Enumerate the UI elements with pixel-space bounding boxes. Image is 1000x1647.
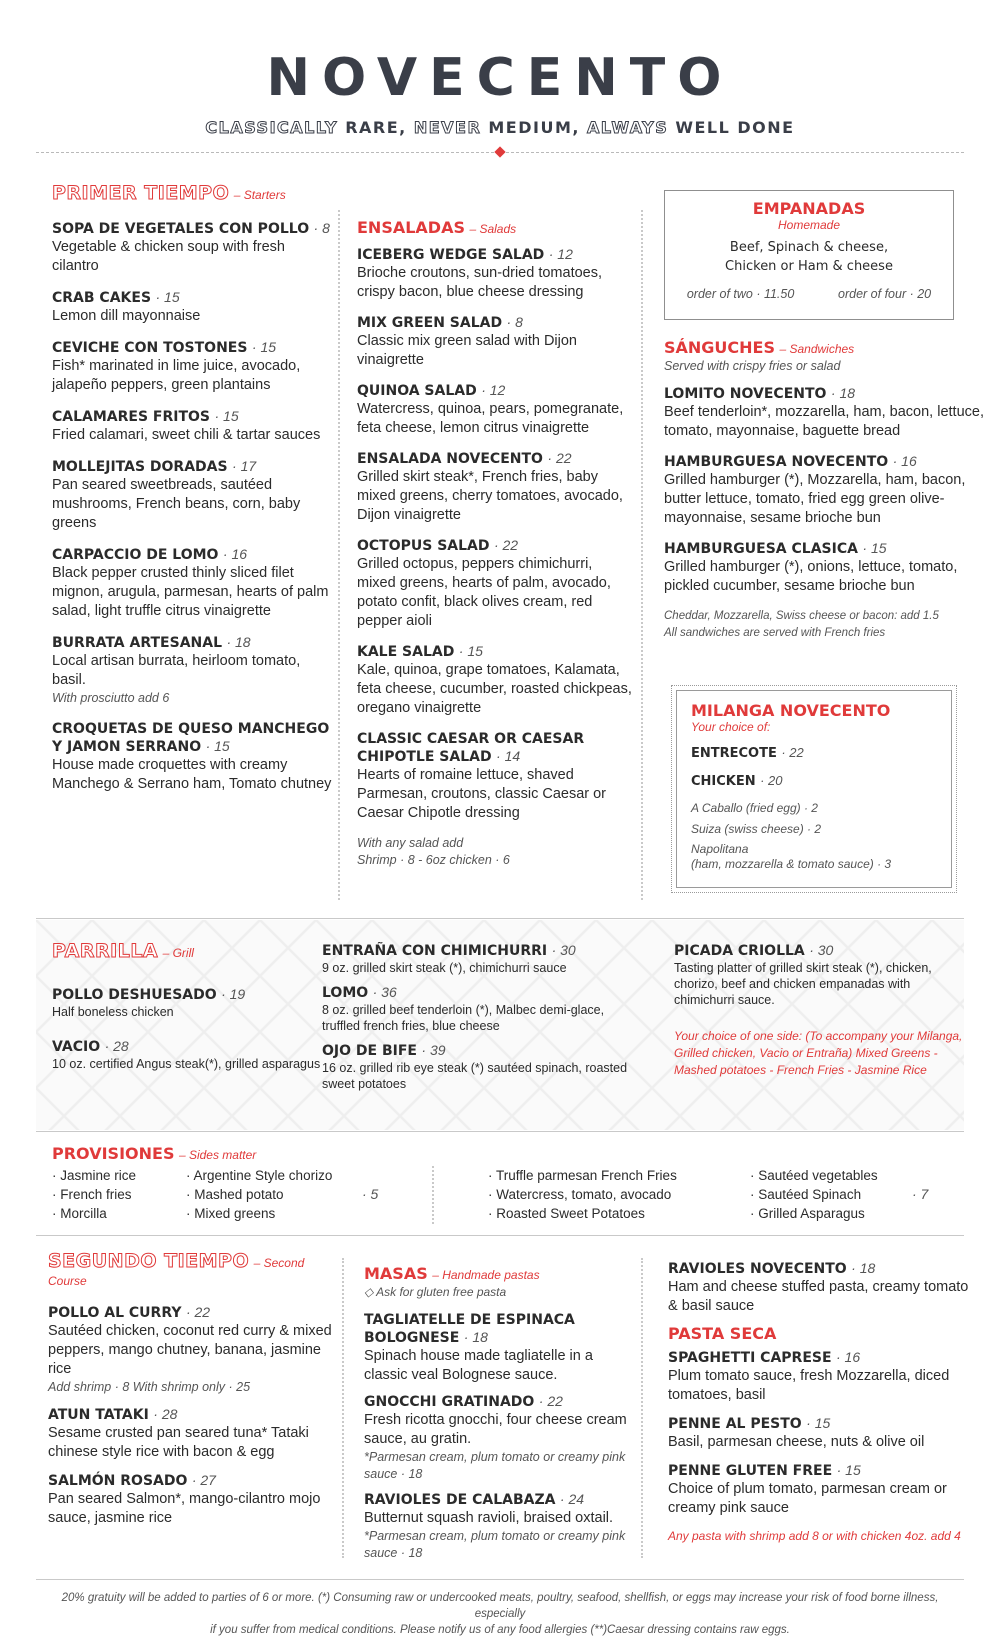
menu-item: [668, 1415, 978, 1452]
menu-item-header: [357, 730, 633, 766]
sides-col4: [750, 1166, 900, 1223]
menu-item-header: [664, 453, 984, 471]
ravioles-item: RAVIOLES NOVECENTO · 18 Ham and cheese stuffed pasta, creamy tomato & basil sauce: [668, 1260, 969, 1314]
menu-item: [52, 634, 332, 707]
menu-item-description: Pan seared sweetbreads, sautéed mushrooms, French beans, corn, baby greens: [52, 477, 301, 531]
side-item: · Sautéed Spinach: [750, 1187, 862, 1202]
pasta-seca-title: PASTA SECA: [668, 1324, 777, 1343]
parrilla-right: [674, 942, 964, 1079]
menu-item: [322, 984, 632, 1034]
menu-item: [364, 1311, 639, 1385]
menu-item-description: Fish* marinated in lime juice, avocado, jalapeño peppers, green plantains: [52, 358, 301, 393]
menu-item-header: [668, 1415, 978, 1433]
menu-item-description: Kale, quinoa, grape tomatoes, Kalamata, feta cheese, cucumber, roasted chickpeas, oregano vinaigrette: [357, 662, 632, 716]
menu-item-price: · 19: [221, 986, 246, 1002]
empanadas-title: EMPANADAS: [752, 199, 866, 218]
menu-item-name: SALMÓN ROSADO: [48, 1473, 188, 1489]
menu-item: [52, 546, 332, 621]
menu-item-name: SPAGHETTI CAPRESE: [668, 1350, 832, 1366]
salad-addon-label: With any salad add: [357, 836, 464, 850]
menu-item-price: · 15: [251, 339, 277, 355]
milanga-chicken: CHICKEN · 20: [691, 773, 783, 789]
menu-item-name: CEVICHE CON TOSTONES: [52, 340, 248, 356]
tagline: CLASSICALLY RARE, NEVER MEDIUM, ALWAYS WELL DONE: [205, 118, 795, 137]
provisiones-subtitle: – Sides matter: [178, 1148, 257, 1162]
sanguches-title: SÁNGUCHES: [664, 338, 776, 357]
menu-item-header: [357, 537, 633, 555]
sides-price-b: · 7: [912, 1186, 929, 1202]
menu-item-price: · 15: [862, 540, 887, 556]
menu-item: [52, 220, 332, 276]
menu-item-header: [322, 942, 632, 960]
divider: [36, 918, 964, 919]
diamond-ornament: [494, 146, 505, 157]
menu-item: [52, 986, 322, 1020]
pasta-addon-note: Any pasta with shrimp add 8 or with chicken 4oz. add 4: [668, 1529, 961, 1543]
ensaladas-section: [357, 218, 633, 869]
menu-item-price: · 16: [892, 453, 917, 469]
menu-item-name: BURRATA ARTESANAL: [52, 635, 223, 651]
menu-item-header: [52, 408, 332, 426]
menu-item-description: Sautéed chicken, coconut red curry & mixed peppers, mango chutney, banana, jasmine rice: [48, 1323, 332, 1377]
menu-item-price: · 15: [205, 738, 230, 754]
menu-item-description: Basil, parmesan cheese, nuts & olive oil: [668, 1434, 925, 1450]
menu-item-name: POLLO DESHUESADO: [52, 987, 217, 1003]
menu-item-name: ENTRAÑA CON CHIMICHURRI: [322, 943, 548, 959]
menu-item-name: CLASSIC CAESAR OR CAESAR CHIPOTLE SALAD: [357, 731, 585, 765]
menu-item-name: CALAMARES FRITOS: [52, 409, 211, 425]
milanga-opt2: Suiza (swiss cheese) · 2: [691, 822, 822, 836]
menu-item-description: Grilled hamburger (*), Mozzarella, ham, bacon, butter lettuce, tomato, fried egg green olive-mayonnaise, sesame brioche bun: [664, 472, 966, 526]
masas-list: [364, 1311, 639, 1562]
menu-item-price: · 15: [214, 408, 239, 424]
menu-item-header: [364, 1393, 639, 1411]
salad-addon-prices: Shrimp · 8 - 6oz chicken · 6: [357, 853, 510, 867]
menu-item-header: [48, 1406, 338, 1424]
menu-item-name: LOMITO NOVECENTO: [664, 386, 827, 402]
menu-item-header: [664, 540, 984, 558]
menu-item-price: · 39: [421, 1042, 446, 1058]
side-item: · French fries: [52, 1187, 132, 1202]
parrilla-subtitle: – Grill: [162, 946, 194, 960]
menu-item-header: [322, 984, 632, 1002]
menu-item-header: [357, 643, 633, 661]
column-divider: [342, 1258, 344, 1558]
menu-item-name: QUINOA SALAD: [357, 383, 477, 399]
menu-item-name: CRAB CAKES: [52, 290, 152, 306]
sanguches-note2: All sandwiches are served with French fries: [664, 627, 886, 639]
menu-item: [364, 1491, 639, 1562]
masas-subtitle: – Handmade pastas: [432, 1268, 540, 1282]
menu-item-description: 9 oz. grilled skirt steak (*), chimichurri sauce: [322, 961, 567, 975]
primer-list: [52, 220, 332, 794]
ensaladas-list: [357, 246, 633, 823]
side-item: · Watercress, tomato, avocado: [488, 1187, 672, 1202]
milanga-opt1: A Caballo (fried egg) · 2: [691, 801, 818, 815]
menu-item-header: [52, 720, 332, 756]
milanga-entrecote: ENTRECOTE · 22: [691, 745, 804, 761]
menu-item-price: · 30: [551, 942, 576, 958]
menu-item: [357, 314, 633, 370]
menu-item-name: HAMBURGUESA CLASICA: [664, 541, 858, 557]
menu-item: [52, 1038, 322, 1072]
ensaladas-title: ENSALADAS: [357, 218, 465, 237]
menu-item-description: 8 oz. grilled beef tenderloin (*), Malbec demi-glace, truffled french fries, blue cheese: [322, 1003, 605, 1033]
menu-item: [52, 720, 332, 794]
menu-item-price: · 17: [232, 458, 257, 474]
empanadas-four: order of four · 20: [838, 287, 932, 301]
milanga-box: [676, 690, 952, 888]
menu-item-description: Fried calamari, sweet chili & tartar sauces: [52, 427, 321, 443]
empanadas-line1: Beef, Spinach & cheese,: [729, 240, 889, 255]
side-item: · Mashed potato: [186, 1187, 284, 1202]
menu-item-price: · 12: [481, 382, 506, 398]
menu-item-name: OJO DE BIFE: [322, 1043, 417, 1059]
divider: [36, 1131, 964, 1132]
menu-item-description: Vegetable & chicken soup with fresh cilantro: [52, 239, 285, 274]
menu-item-price: · 28: [104, 1038, 129, 1054]
menu-item-name: OCTOPUS SALAD: [357, 538, 490, 554]
side-item: · Morcilla: [52, 1206, 107, 1221]
menu-item-description: Lemon dill mayonnaise: [52, 308, 201, 324]
menu-item-price: · 18: [463, 1329, 488, 1345]
menu-item: [668, 1462, 978, 1518]
menu-item-description: Spinach house made tagliatelle in a classic veal Bolognese sauce.: [364, 1348, 593, 1383]
footer-disclaimer: 20% gratuity will be added to parties of 6 or more. (*) Consuming raw or undercooked meats, poultry, seafood, shellfish, or eggs may increase your risk of food borne illness, especially if you suffer from medical conditions. Please notify us of any food allergies (**)Caesar dressing contains raw eggs.: [61, 1592, 939, 1636]
menu-item-price: · 15: [458, 643, 483, 659]
primer-header: [52, 182, 332, 204]
empanadas-prices: [665, 286, 953, 303]
menu-item-price: · 16: [222, 546, 248, 562]
menu-item: [364, 1393, 639, 1483]
menu-item-description: Choice of plum tomato, parmesan cream or creamy pink sauce: [668, 1481, 947, 1516]
menu-item-name: TAGLIATELLE DE ESPINACA BOLOGNESE: [364, 1312, 575, 1346]
menu-item-description: Hearts of romaine lettuce, shaved Parmesan, croutons, classic Caesar or Caesar Chipotle dressing: [357, 767, 607, 821]
menu-item-name: KALE SALAD: [357, 644, 455, 660]
sides-col1: [52, 1166, 177, 1223]
menu-item: [664, 385, 984, 441]
menu-item-description: Brioche croutons, sun-dried tomatoes, crispy bacon, blue cheese dressing: [357, 265, 603, 300]
provisiones-title: PROVISIONES: [52, 1144, 175, 1163]
menu-item-description: Watercress, quinoa, pears, pomegranate, feta cheese, lemon citrus vinaigrette: [357, 401, 624, 436]
menu-item-description: Butternut squash ravioli, braised oxtail.: [364, 1510, 614, 1526]
menu-item-description: Sesame crusted pan seared tuna* Tataki chinese style rice with bacon & egg: [48, 1425, 309, 1460]
pasta-seca-list: [668, 1349, 978, 1518]
menu-item-name: MIX GREEN SALAD: [357, 315, 503, 331]
menu-item: [357, 450, 633, 525]
pasta-right: [668, 1260, 978, 1545]
menu-item: [357, 643, 633, 718]
menu-item-header: [52, 986, 322, 1004]
milanga-opt3a: Napolitana: [691, 842, 749, 856]
sides-price-a: · 5: [362, 1186, 379, 1202]
parrilla-left-list: [52, 986, 322, 1072]
menu-item: [48, 1406, 338, 1462]
menu-item-name: RAVIOLES DE CALABAZA: [364, 1492, 556, 1508]
parrilla-mid-list: [322, 942, 632, 1092]
menu-item-name: PENNE GLUTEN FREE: [668, 1463, 833, 1479]
milanga-subtitle: Your choice of:: [691, 720, 771, 734]
empanadas-subtitle: Homemade: [777, 218, 841, 232]
side-item: · Jasmine rice: [52, 1168, 137, 1183]
menu-item: [52, 289, 332, 326]
primer-section: [52, 182, 332, 807]
menu-item-name: ICEBERG WEDGE SALAD: [357, 247, 545, 263]
segundo-list: [48, 1304, 338, 1528]
menu-item: [48, 1304, 338, 1396]
menu-item-description: Black pepper crusted thinly sliced filet mignon, arugula, parmesan, hearts of palm salad, light truffle citrus vinaigrette: [52, 565, 329, 619]
menu-item-price: · 12: [548, 246, 573, 262]
parrilla-left: [52, 940, 322, 1090]
menu-item-description: 10 oz. certified Angus steak(*), grilled asparagus: [52, 1057, 321, 1071]
menu-item-price: · 8: [506, 314, 523, 330]
menu-item-header: [357, 246, 633, 264]
empanadas-two: order of two · 11.50: [686, 287, 795, 301]
masas-section: [364, 1264, 639, 1570]
segundo-title: SEGUNDO TIEMPO: [48, 1250, 250, 1272]
menu-item-description: House made croquettes with creamy Manchego & Serrano ham, Tomato chutney: [52, 757, 332, 792]
menu-item-price: · 8: [313, 220, 330, 236]
column-divider: [338, 210, 340, 900]
menu-item-description: Grilled octopus, peppers chimichurri, mixed greens, hearts of palm, avocado, potato confit, black olives cream, red pepper aioli: [357, 556, 611, 629]
menu-item: [322, 942, 632, 976]
side-item: · Sautéed vegetables: [750, 1168, 878, 1183]
menu-item-header: [52, 220, 332, 238]
menu-item-name: CARPACCIO DE LOMO: [52, 547, 219, 563]
menu-item-header: [364, 1491, 639, 1509]
provisiones-header: [52, 1144, 256, 1164]
menu-item-price: · 15: [155, 289, 180, 305]
menu-item: [357, 537, 633, 631]
column-divider: [641, 210, 643, 900]
menu-item-name: CROQUETAS DE QUESO MANCHEGO Y JAMON SERRANO: [52, 721, 330, 755]
sanguches-served: Served with crispy fries or salad: [664, 359, 841, 373]
menu-item-description: Grilled skirt steak*, French fries, baby mixed greens, cherry tomatoes, avocado, Dijon vinaigrette: [357, 469, 623, 523]
menu-item-price: · 22: [538, 1393, 563, 1409]
menu-item-header: [668, 1349, 978, 1367]
menu-item-note: *Parmesan cream, plum tomato or creamy pink sauce · 18: [364, 1450, 626, 1481]
side-item: · Roasted Sweet Potatoes: [488, 1206, 645, 1221]
segundo-section: [48, 1250, 338, 1538]
milanga-opt3b: (ham, mozzarella & tomato sauce) · 3: [691, 857, 892, 871]
menu-item: [357, 382, 633, 438]
menu-item: [664, 540, 984, 596]
menu-item-header: [52, 458, 332, 476]
menu-item: [48, 1472, 338, 1528]
menu-item-price: · 22: [547, 450, 572, 466]
sanguches-subtitle: – Sandwiches: [779, 342, 855, 356]
milanga-title: MILANGA NOVECENTO: [691, 701, 891, 720]
side-choice-note: Your choice of one side: (To accompany your Milanga, Grilled chicken, Vacio or Entraña) Mixed Greens - Mashed potatoes - French Fries - Jasmine Rice: [674, 1029, 963, 1077]
menu-item-price: · 18: [226, 634, 251, 650]
menu-item-note: Add shrimp · 8 With shrimp only · 25: [48, 1380, 251, 1394]
parrilla-mid: [322, 942, 632, 1100]
menu-item-name: GNOCCHI GRATINADO: [364, 1394, 535, 1410]
menu-item: [668, 1349, 978, 1405]
menu-item-header: [668, 1462, 978, 1480]
menu-item-name: POLLO AL CURRY: [48, 1305, 182, 1321]
menu-item-header: [52, 289, 332, 307]
menu-item-name: ATUN TATAKI: [48, 1407, 149, 1423]
menu-item: [357, 730, 633, 823]
menu-item-description: Fresh ricotta gnocchi, four cheese cream sauce, au gratin.: [364, 1412, 627, 1447]
side-item: · Truffle parmesan French Fries: [488, 1168, 677, 1183]
menu-item-price: · 24: [559, 1491, 585, 1507]
menu-item-description: Grilled hamburger (*), onions, lettuce, tomato, pickled cucumber, sesame brioche bun: [664, 559, 958, 594]
menu-item-price: · 22: [493, 537, 519, 553]
brand-title: NOVECENTO: [266, 48, 734, 108]
menu-item-description: Pan seared Salmon*, mango-cilantro mojo sauce, jasmine rice: [48, 1491, 321, 1526]
menu-item-header: [48, 1304, 338, 1322]
sides-col3: [488, 1166, 728, 1223]
menu-item-name: ENSALADA NOVECENTO: [357, 451, 543, 467]
sides-divider: [432, 1166, 434, 1224]
menu-item-header: [357, 382, 633, 400]
menu-item-note: With prosciutto add 6: [52, 691, 170, 705]
menu-item-price: · 16: [835, 1349, 861, 1365]
menu-item-name: MOLLEJITAS DORADAS: [52, 459, 228, 475]
menu-item-description: Half boneless chicken: [52, 1005, 174, 1019]
menu-item-description: Plum tomato sauce, fresh Mozzarella, diced tomatoes, basil: [668, 1368, 950, 1403]
menu-item-description: Beef tenderloin*, mozzarella, ham, bacon, lettuce, tomato, mayonnaise, baguette bread: [664, 404, 984, 439]
sanguches-list: [664, 385, 984, 596]
menu-item-name: PENNE AL PESTO: [668, 1416, 802, 1432]
sanguches-section: [664, 338, 984, 642]
menu-item-header: [52, 339, 332, 357]
column-divider: [641, 1258, 643, 1558]
empanadas-line2: Chicken or Ham & cheese: [725, 259, 893, 274]
menu-item-description: 16 oz. grilled rib eye steak (*) sautéed spinach, roasted sweet potatoes: [322, 1061, 628, 1091]
menu-item-header: [322, 1042, 632, 1060]
empanadas-box: [664, 190, 954, 320]
menu-item: [52, 339, 332, 395]
menu-item-price: · 22: [185, 1304, 211, 1320]
menu-item-price: · 14: [496, 748, 521, 764]
menu-item-name: VACIO: [52, 1039, 101, 1055]
sanguches-note1: Cheddar, Mozzarella, Swiss cheese or bacon: add 1.5: [664, 610, 939, 622]
menu-item: [357, 246, 633, 302]
parrilla-title: PARRILLA: [52, 940, 159, 962]
menu-item-price: · 18: [830, 385, 856, 401]
menu-item-price: · 36: [372, 984, 397, 1000]
masas-header: [364, 1264, 639, 1284]
ensaladas-header: [357, 218, 633, 238]
side-item: · Argentine Style chorizo: [186, 1168, 333, 1183]
menu-item-header: [357, 450, 633, 468]
menu-item-header: [52, 634, 332, 652]
sides-col2: [186, 1166, 356, 1223]
menu-item-description: Local artisan burrata, heirloom tomato, basil.: [52, 653, 301, 688]
sanguches-header: [664, 338, 984, 358]
ensaladas-subtitle: – Salads: [469, 222, 517, 236]
menu-item-note: *Parmesan cream, plum tomato or creamy pink sauce · 18: [364, 1529, 626, 1560]
masas-title: MASAS: [364, 1264, 428, 1283]
menu-item-header: [364, 1311, 639, 1347]
menu-item-header: [52, 1038, 322, 1056]
primer-title: PRIMER TIEMPO: [52, 182, 230, 204]
menu-item-name: SOPA DE VEGETALES CON POLLO: [52, 221, 310, 237]
menu-item: [664, 453, 984, 528]
menu-item-description: Classic mix green salad with Dijon vinaigrette: [357, 333, 577, 368]
menu-item-header: [664, 385, 984, 403]
segundo-header: [48, 1250, 338, 1290]
divider: [36, 1235, 964, 1236]
side-item: · Grilled Asparagus: [750, 1206, 865, 1221]
side-item: · Mixed greens: [186, 1206, 276, 1221]
menu-item-header: [52, 546, 332, 564]
menu-item: [52, 458, 332, 533]
parrilla-header: [52, 940, 322, 962]
menu-item-price: · 28: [153, 1406, 178, 1422]
gluten-free-note: ◇ Ask for gluten free pasta: [364, 1285, 507, 1299]
menu-item-name: HAMBURGUESA NOVECENTO: [664, 454, 889, 470]
primer-subtitle: – Starters: [233, 188, 286, 202]
menu-item: [52, 408, 332, 445]
divider: [36, 1579, 964, 1580]
menu-item-header: [357, 314, 633, 332]
menu-item-name: LOMO: [322, 985, 369, 1001]
menu-item-price: · 27: [191, 1472, 216, 1488]
segundo-subtitle: – Second Course: [48, 1256, 305, 1288]
picada-item: PICADA CRIOLLA · 30 Tasting platter of grilled skirt steak (*), chicken, chorizo, beef and chicken empanadas with chimichurri sauce.: [674, 942, 932, 1007]
menu-item: [322, 1042, 632, 1092]
menu-item-price: · 15: [806, 1415, 831, 1431]
menu-item-header: [48, 1472, 338, 1490]
menu-item-price: · 15: [836, 1462, 861, 1478]
